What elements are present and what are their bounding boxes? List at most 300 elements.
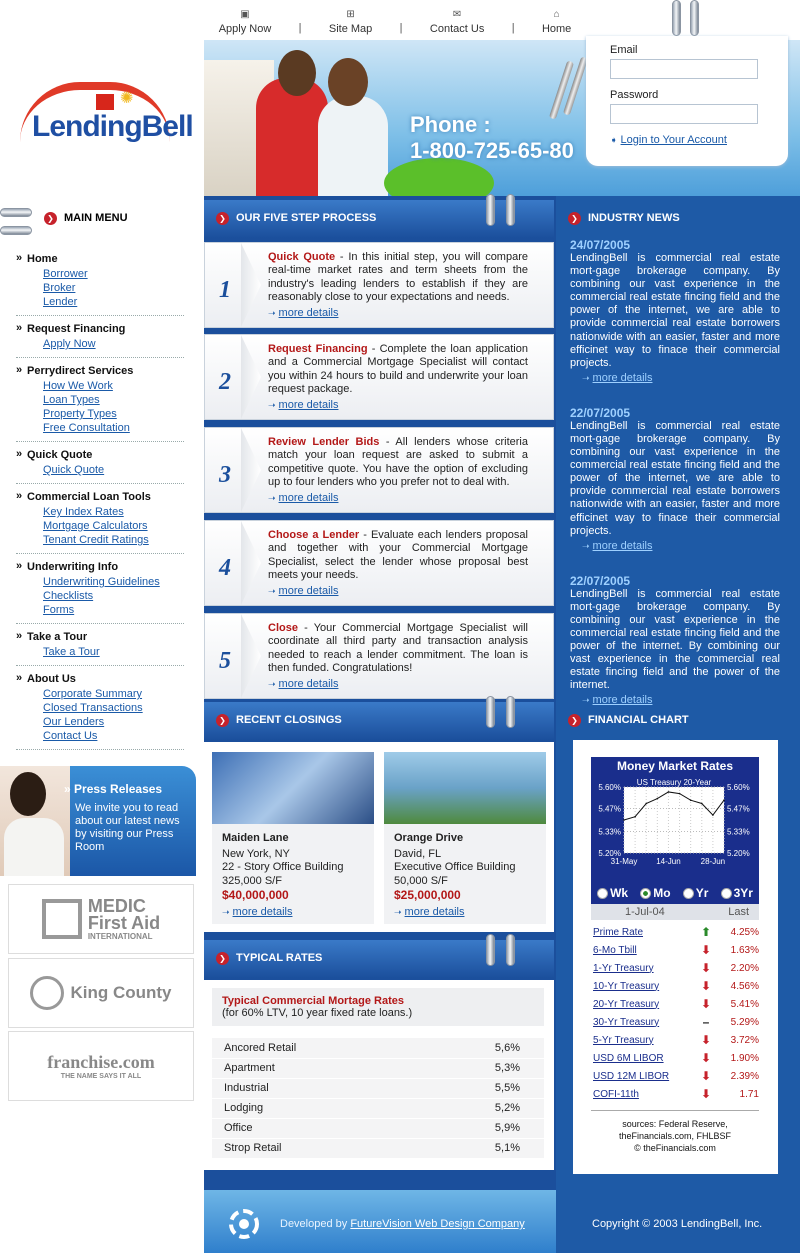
menu-heading[interactable]: » Commercial Loan Tools bbox=[16, 490, 184, 504]
step-card bbox=[204, 427, 554, 513]
sponsor-text: INTERNATIONAL bbox=[87, 931, 153, 941]
step-text bbox=[268, 622, 528, 676]
y-tick-label-right: 5.60% bbox=[727, 783, 750, 792]
menu-section bbox=[16, 560, 184, 624]
crown-icon bbox=[30, 976, 64, 1010]
trend-down-icon: ⬇ bbox=[700, 1087, 712, 1101]
recent-closings-title: RECENT CLOSINGS bbox=[236, 714, 342, 726]
rate-list-row bbox=[593, 923, 759, 941]
rates-heading: Typical Commercial Mortage Rates bbox=[222, 995, 404, 1007]
step-number: 2 bbox=[219, 369, 231, 395]
menu-link[interactable]: Broker bbox=[43, 282, 76, 294]
more-details-link[interactable]: more details bbox=[232, 906, 293, 919]
arrow-icon: ➝ bbox=[582, 695, 590, 706]
rates-list bbox=[593, 923, 759, 1103]
chevron-icon bbox=[241, 614, 261, 698]
step-number: 5 bbox=[219, 648, 231, 674]
chart-title: Money Market Rates bbox=[591, 757, 759, 775]
copyright: Copyright © 2003 LendingBell, Inc. bbox=[592, 1218, 763, 1230]
rate-row bbox=[212, 1098, 544, 1118]
arrow-icon: ➝ bbox=[222, 907, 230, 918]
typical-rates-header bbox=[204, 940, 554, 978]
x-tick-label: 31-May bbox=[610, 857, 638, 866]
developer-credit bbox=[280, 1218, 525, 1230]
menu-link[interactable]: Take a Tour bbox=[43, 646, 100, 658]
series-title: US Treasury 20-Year bbox=[636, 778, 712, 787]
sources-line: theFinancials.com, FHLBSF bbox=[618, 1131, 732, 1141]
rate-list-row bbox=[593, 1031, 759, 1049]
rate-link[interactable]: USD 6M LIBOR bbox=[593, 1052, 664, 1064]
period-radio-yr[interactable] bbox=[683, 886, 709, 900]
recent-closings-header bbox=[204, 702, 554, 740]
arrow-icon: ➝ bbox=[268, 308, 276, 318]
financial-chart-widget bbox=[573, 740, 778, 1174]
more-details-link[interactable]: more details bbox=[404, 906, 465, 919]
bullet-arrow-icon: ❯ bbox=[44, 212, 57, 225]
contact-icon: ✉ bbox=[452, 9, 462, 20]
closing-location: New York, NY bbox=[222, 848, 290, 860]
rate-name: Strop Retail bbox=[212, 1138, 415, 1158]
menu-heading[interactable]: » Underwriting Info bbox=[16, 560, 184, 574]
sponsor-text: King County bbox=[70, 983, 172, 1002]
arrow-icon: ➧ bbox=[610, 135, 618, 145]
step-text bbox=[268, 251, 528, 305]
main-menu-title: MAIN MENU bbox=[64, 212, 128, 224]
menu-section bbox=[16, 672, 184, 750]
rate-list-value: 4.56% bbox=[730, 980, 759, 992]
treasury-line-chart bbox=[591, 775, 759, 883]
rate-list-row bbox=[593, 1049, 759, 1067]
menu-link[interactable]: Lender bbox=[43, 296, 78, 308]
rate-link[interactable]: USD 12M LIBOR bbox=[593, 1070, 670, 1082]
news-date: 24/07/2005 bbox=[570, 238, 631, 252]
rate-list-value: 4.25% bbox=[730, 926, 759, 938]
rate-list-value: 5.29% bbox=[730, 1016, 759, 1028]
building-image bbox=[384, 752, 546, 824]
data-point bbox=[645, 803, 647, 805]
arrow-icon: ➝ bbox=[394, 907, 402, 918]
arrow-icon: ➝ bbox=[582, 372, 590, 383]
radio-icon[interactable] bbox=[597, 888, 608, 899]
rate-list-value: 1.71 bbox=[739, 1088, 759, 1100]
menu-link[interactable]: How We Work bbox=[43, 380, 113, 392]
bullet-arrow-icon: ❯ bbox=[568, 714, 581, 727]
binder-rings bbox=[0, 206, 32, 240]
financial-chart-header bbox=[556, 702, 800, 740]
step-description: - Evaluate each lenders proposal and together with your Commercial Mortgage Specialist, select the lender whose proposal best meets your needs. bbox=[268, 529, 528, 582]
step-text bbox=[268, 529, 528, 583]
rates-table bbox=[212, 1038, 544, 1159]
more-details-link[interactable]: more details bbox=[592, 539, 653, 552]
menu-link[interactable]: Free Consultation bbox=[43, 422, 130, 434]
step-more bbox=[268, 399, 338, 411]
period-radio-wk[interactable] bbox=[597, 886, 628, 900]
news-item bbox=[570, 574, 780, 707]
industry-news bbox=[570, 238, 780, 728]
five-step-header bbox=[204, 200, 554, 238]
menu-heading[interactable]: » Quick Quote bbox=[16, 448, 184, 462]
rate-row bbox=[212, 1138, 544, 1158]
nav-site-map[interactable]: ⊞ Site Map bbox=[328, 9, 373, 35]
main-menu-header bbox=[0, 206, 200, 234]
menu-link[interactable]: Borrower bbox=[43, 268, 88, 280]
footer bbox=[204, 1190, 800, 1253]
step-description: - In this initial step, you will compare real-time market rates and term sheets from the industry's leading lenders to establish if they are reasonably close to your expectations and needs. bbox=[268, 251, 528, 304]
rate-name: Industrial bbox=[212, 1078, 415, 1098]
data-point bbox=[679, 793, 681, 795]
period-radio-3yr[interactable] bbox=[721, 886, 753, 900]
plot-background bbox=[624, 787, 724, 853]
chart-date: 1-Jul-04 bbox=[625, 906, 665, 918]
step-card bbox=[204, 334, 554, 420]
bullet-arrow-icon: ❯ bbox=[568, 212, 581, 225]
sitemap-icon: ⊞ bbox=[346, 9, 355, 20]
bullet-arrow-icon: ❯ bbox=[216, 952, 229, 965]
y-tick-label-left: 5.33% bbox=[598, 827, 621, 837]
step-description: - Complete the loan application and a Commercial Mortgage Specialist will contact you within 24 hours to build and underwrite your loan request package. bbox=[268, 343, 528, 396]
menu-link[interactable]: Closed Transactions bbox=[43, 702, 143, 714]
closing-price: $25,000,000 bbox=[394, 888, 461, 903]
radio-icon[interactable] bbox=[721, 888, 732, 899]
rate-list-value: 5.41% bbox=[730, 998, 759, 1010]
rate-link[interactable]: 20-Yr Treasury bbox=[593, 998, 660, 1010]
more-details-link[interactable]: more details bbox=[592, 694, 653, 707]
sponsor-text: First Aid bbox=[87, 912, 161, 933]
menu-section bbox=[16, 630, 184, 666]
press-text: We invite you to read about our latest news by visiting our Press Room bbox=[75, 802, 180, 853]
menu-heading[interactable]: » Request Financing bbox=[16, 322, 184, 336]
closing-name: Orange Drive bbox=[394, 832, 464, 844]
arrow-icon: ➝ bbox=[582, 540, 590, 551]
main-menu bbox=[16, 252, 184, 756]
step-number: 4 bbox=[219, 555, 231, 581]
data-point bbox=[690, 799, 692, 801]
trend-down-icon: ⬇ bbox=[700, 979, 712, 993]
closing-card bbox=[212, 752, 374, 924]
more-details-link[interactable]: more details bbox=[592, 371, 653, 384]
step-number: 1 bbox=[219, 277, 231, 303]
closing-type: 22 - Story Office Building bbox=[222, 861, 344, 874]
bullet-arrow-icon: ❯ bbox=[216, 212, 229, 225]
menu-link[interactable]: Key Index Rates bbox=[43, 506, 124, 518]
menu-link[interactable]: Our Lenders bbox=[43, 716, 105, 728]
nav-apply-now[interactable]: ▣ Apply Now bbox=[218, 9, 272, 35]
sponsor-franchise[interactable] bbox=[8, 1031, 194, 1101]
step-more bbox=[268, 585, 338, 597]
news-text: LendingBell is commercial real estate mort-gage brokerage company. By combining our vast experience in the commercial real estate fincing field and the power of the internet, we are able to provide commercial real estate borrowers nationwide with an easier, faster and more efficinet way to finace their commercial projects. bbox=[570, 419, 780, 537]
rate-list-row bbox=[593, 959, 759, 977]
menu-heading[interactable]: » About Us bbox=[16, 672, 184, 686]
y-tick-label-left: 5.60% bbox=[598, 783, 621, 792]
step-title: Close bbox=[268, 622, 298, 634]
news-date: 22/07/2005 bbox=[570, 405, 631, 420]
password-label: Password bbox=[610, 89, 659, 101]
data-point bbox=[634, 816, 636, 818]
radio-icon[interactable] bbox=[683, 888, 694, 899]
menu-link[interactable]: Property Types bbox=[43, 408, 117, 420]
rate-link[interactable]: 10-Yr Treasury bbox=[593, 980, 660, 992]
home-icon: ⌂ bbox=[553, 9, 560, 20]
medic-logo-icon bbox=[42, 899, 82, 939]
phone-label: Phone : bbox=[410, 112, 491, 137]
step-text bbox=[268, 343, 528, 397]
login-link[interactable]: Login to Your Account bbox=[620, 134, 727, 146]
press-releases[interactable] bbox=[0, 766, 196, 876]
chevron-icon bbox=[241, 243, 261, 327]
data-point bbox=[657, 798, 659, 800]
binder-rings bbox=[672, 0, 702, 38]
closing-price: $40,000,000 bbox=[222, 888, 289, 903]
menu-heading[interactable]: » Take a Tour bbox=[16, 630, 184, 644]
step-title: Review Lender Bids bbox=[268, 436, 380, 448]
arrow-icon: ➝ bbox=[268, 679, 276, 689]
chevron-icon bbox=[241, 428, 261, 512]
press-title: » Press Releases bbox=[64, 782, 163, 796]
menu-link[interactable]: Contact Us bbox=[43, 730, 98, 742]
rate-name: Lodging bbox=[212, 1098, 415, 1118]
nav-separator: | bbox=[399, 22, 403, 34]
menu-link[interactable]: Loan Types bbox=[43, 394, 100, 406]
login-panel bbox=[586, 36, 788, 166]
recent-closings bbox=[204, 742, 554, 932]
step-text bbox=[268, 436, 528, 490]
radio-label: Yr bbox=[695, 886, 709, 900]
nav-separator: | bbox=[298, 22, 302, 34]
five-step-title: OUR FIVE STEP PROCESS bbox=[236, 212, 377, 224]
menu-link[interactable]: Forms bbox=[43, 604, 75, 616]
closing-location: David, FL bbox=[394, 848, 442, 860]
chart-plot-area bbox=[591, 775, 759, 893]
menu-section bbox=[16, 322, 184, 358]
step-title: Quick Quote bbox=[268, 251, 336, 263]
menu-link[interactable]: Mortgage Calculators bbox=[43, 520, 148, 532]
rate-link[interactable]: 5-Yr Treasury bbox=[593, 1034, 654, 1046]
news-text: LendingBell is commercial real estate mort-gage brokerage company. By combining our vast experience in the commercial real estate fincing field and the power of the internet, we are able to provide commercial real estate borrowers nationwide with an easier, faster and more efficinet way to finace their commercial projects. bbox=[570, 252, 780, 369]
y-tick-label-left: 5.20% bbox=[598, 849, 621, 858]
rate-link[interactable]: Prime Rate bbox=[593, 926, 644, 938]
couple-image bbox=[256, 48, 386, 196]
nav-home[interactable]: ⌂ Home bbox=[541, 9, 572, 35]
menu-section bbox=[16, 490, 184, 554]
news-more bbox=[582, 540, 780, 552]
rate-value: 5,5% bbox=[415, 1078, 544, 1098]
arrow-icon: ➝ bbox=[268, 493, 276, 503]
period-radio-mo[interactable] bbox=[640, 886, 670, 900]
arrow-icon: ➝ bbox=[268, 400, 276, 410]
closing-size: 50,000 S/F bbox=[394, 874, 448, 887]
industry-news-title: INDUSTRY NEWS bbox=[588, 212, 680, 224]
rate-list-value: 1.90% bbox=[730, 1052, 759, 1064]
password-field[interactable] bbox=[610, 104, 758, 124]
sources-line: sources: Federal Reserve, bbox=[622, 1119, 728, 1129]
step-more bbox=[268, 492, 338, 504]
date-bar bbox=[591, 904, 759, 920]
divider bbox=[591, 1110, 759, 1111]
y-tick-label-right: 5.20% bbox=[727, 849, 750, 858]
sponsor-king-county[interactable] bbox=[8, 958, 194, 1028]
more-details-link[interactable]: more details bbox=[278, 585, 339, 597]
rate-row bbox=[212, 1078, 544, 1098]
binder-rings bbox=[486, 696, 518, 732]
sponsor-tagline: THE NAME SAYS IT ALL bbox=[60, 1073, 142, 1080]
y-tick-label-left: 5.47% bbox=[598, 804, 621, 814]
news-item bbox=[570, 238, 780, 384]
rate-link[interactable]: 6-Mo Tbill bbox=[593, 944, 637, 956]
trend-down-icon: ⬇ bbox=[700, 1069, 712, 1083]
trend-down-icon: ⬇ bbox=[700, 1033, 712, 1047]
trend-down-icon: ⬇ bbox=[700, 943, 712, 957]
trend-down-icon: ⬇ bbox=[700, 1051, 712, 1065]
bullet-arrow-icon: ❯ bbox=[216, 714, 229, 727]
sources bbox=[591, 1118, 759, 1154]
rates-subheading: (for 60% LTV, 10 year fixed rate loans.) bbox=[222, 1007, 413, 1019]
news-text: LendingBell is commercial real estate mort-gage brokerage company. By combining our vast experience in the commercial real estate fincing field and the power of the internet. By combining our vast experience in the commercial real estate fincing field and the power of the internet. bbox=[570, 587, 780, 692]
rate-link[interactable]: COFI-11th bbox=[593, 1088, 639, 1100]
menu-link[interactable]: Apply Now bbox=[43, 338, 96, 350]
y-tick-label-right: 5.47% bbox=[727, 804, 750, 814]
menu-section bbox=[16, 448, 184, 484]
trend-down-icon: ⬇ bbox=[700, 997, 712, 1011]
news-item bbox=[570, 406, 780, 552]
closing-type: Executive Office Building bbox=[394, 861, 516, 874]
rate-list-row bbox=[593, 941, 759, 959]
more-details-link[interactable]: more details bbox=[278, 678, 339, 690]
rate-row bbox=[212, 1118, 544, 1138]
phone-number: 1-800-725-65-80 bbox=[410, 138, 574, 163]
rate-value: 5,3% bbox=[415, 1058, 544, 1078]
rate-value: 5,2% bbox=[415, 1098, 544, 1118]
sponsor-medic-first-aid[interactable] bbox=[8, 884, 194, 954]
more-details-link[interactable]: more details bbox=[278, 399, 339, 411]
rate-list-row bbox=[593, 977, 759, 995]
woman-image bbox=[0, 766, 70, 876]
industry-news-header bbox=[556, 200, 800, 238]
step-title: Request Financing bbox=[268, 343, 368, 355]
menu-link[interactable]: Corporate Summary bbox=[43, 688, 143, 700]
rate-list-value: 1.63% bbox=[730, 944, 759, 956]
email-label: Email bbox=[610, 44, 638, 56]
rate-link[interactable]: 30-Yr Treasury bbox=[593, 1016, 660, 1028]
menu-section bbox=[16, 364, 184, 442]
rate-list-value: 2.20% bbox=[730, 962, 759, 974]
rates-heading-box bbox=[212, 988, 544, 1026]
developer-link[interactable]: FutureVision Web Design Company bbox=[350, 1218, 525, 1230]
trend-up-icon: ⬆ bbox=[700, 925, 712, 939]
email-field[interactable] bbox=[610, 59, 758, 79]
rate-list-row bbox=[593, 1067, 759, 1085]
step-more bbox=[268, 307, 338, 319]
radio-label: Mo bbox=[653, 886, 671, 900]
radio-label: 3Yr bbox=[733, 886, 753, 900]
y-tick-label-right: 5.33% bbox=[727, 827, 750, 837]
more-details-link[interactable]: more details bbox=[278, 492, 339, 504]
logo[interactable] bbox=[18, 80, 193, 160]
data-point bbox=[623, 819, 625, 821]
rate-value: 5,9% bbox=[415, 1118, 544, 1138]
more-details-link[interactable]: more details bbox=[278, 307, 339, 319]
menu-link[interactable]: Quick Quote bbox=[43, 464, 105, 476]
data-point bbox=[723, 799, 725, 801]
futurevision-logo-icon bbox=[222, 1206, 268, 1240]
radio-icon[interactable] bbox=[640, 888, 651, 899]
rate-name: Apartment bbox=[212, 1058, 415, 1078]
arrow-icon: ➝ bbox=[268, 586, 276, 596]
menu-heading[interactable]: » Perrydirect Services bbox=[16, 364, 184, 378]
rate-row bbox=[212, 1038, 544, 1058]
menu-link[interactable]: Checklists bbox=[43, 590, 94, 602]
apply-icon: ▣ bbox=[240, 9, 250, 20]
news-date: 22/07/2005 bbox=[570, 573, 631, 588]
step-card bbox=[204, 520, 554, 606]
chevron-icon bbox=[241, 521, 261, 605]
rate-list-row bbox=[593, 1013, 759, 1031]
nav-contact-us[interactable]: ✉ Contact Us bbox=[429, 9, 485, 35]
nav-separator: | bbox=[511, 22, 515, 34]
closing-size: 325,000 S/F bbox=[222, 874, 282, 887]
closing-card bbox=[384, 752, 546, 924]
trend-down-icon: ⬇ bbox=[700, 961, 712, 975]
rate-list-value: 3.72% bbox=[730, 1034, 759, 1046]
sponsor-text: franchise.com bbox=[47, 1052, 155, 1072]
menu-heading[interactable]: » Home bbox=[16, 252, 184, 266]
typical-rates-title: TYPICAL RATES bbox=[236, 952, 323, 964]
closing-name: Maiden Lane bbox=[222, 832, 289, 844]
top-nav bbox=[205, 0, 585, 40]
logo-text: LendingBell bbox=[32, 110, 193, 143]
data-point bbox=[701, 803, 703, 805]
radio-label: Wk bbox=[610, 886, 629, 900]
building-image bbox=[212, 752, 374, 824]
binder-rings bbox=[486, 194, 518, 230]
sun-icon: ✺ bbox=[120, 90, 134, 107]
rate-list-row bbox=[593, 1085, 759, 1103]
rate-link[interactable]: 1-Yr Treasury bbox=[593, 962, 654, 974]
menu-link[interactable]: Tenant Credit Ratings bbox=[43, 534, 149, 546]
rate-value: 5,1% bbox=[415, 1138, 544, 1158]
dev-prefix: Developed by bbox=[280, 1218, 351, 1230]
menu-section bbox=[16, 252, 184, 316]
financial-chart-title: FINANCIAL CHART bbox=[588, 714, 689, 726]
rate-name: Office bbox=[212, 1118, 415, 1138]
house-icon bbox=[96, 94, 114, 110]
last-label: Last bbox=[728, 906, 749, 918]
step-card bbox=[204, 613, 554, 699]
step-card bbox=[204, 242, 554, 328]
step-description: - All lenders whose criteria match your loan request are asked to submit a competitive quote. You have the option of excluding up to four lenders who you prefer not to deal with. bbox=[268, 436, 528, 489]
step-more bbox=[268, 678, 338, 690]
chevron-icon bbox=[241, 335, 261, 419]
rate-list-value: 2.39% bbox=[730, 1070, 759, 1082]
x-tick-label: 14-Jun bbox=[656, 857, 681, 866]
step-description: - Your Commercial Mortgage Specialist will coordinate all third party and transaction analysis needed to reach a lender commitment. The loan is then funded. Congratulations! bbox=[268, 622, 528, 675]
binder-rings bbox=[486, 934, 518, 970]
rate-row bbox=[212, 1058, 544, 1078]
rate-name: Ancored Retail bbox=[212, 1038, 415, 1058]
period-selector bbox=[591, 880, 759, 906]
footer-card bbox=[204, 1190, 556, 1253]
typical-rates bbox=[204, 980, 554, 1170]
x-tick-label: 28-Jun bbox=[700, 857, 726, 866]
data-point bbox=[712, 814, 714, 816]
rate-list-row bbox=[593, 995, 759, 1013]
step-title: Choose a Lender bbox=[268, 529, 360, 541]
data-point bbox=[668, 791, 670, 793]
news-more bbox=[582, 372, 780, 384]
trend-flat-icon: – bbox=[702, 1015, 710, 1029]
sources-line: © theFinancials.com bbox=[634, 1143, 716, 1153]
menu-link[interactable]: Underwriting Guidelines bbox=[43, 576, 160, 588]
sponsor-text: MEDIC bbox=[87, 895, 146, 916]
